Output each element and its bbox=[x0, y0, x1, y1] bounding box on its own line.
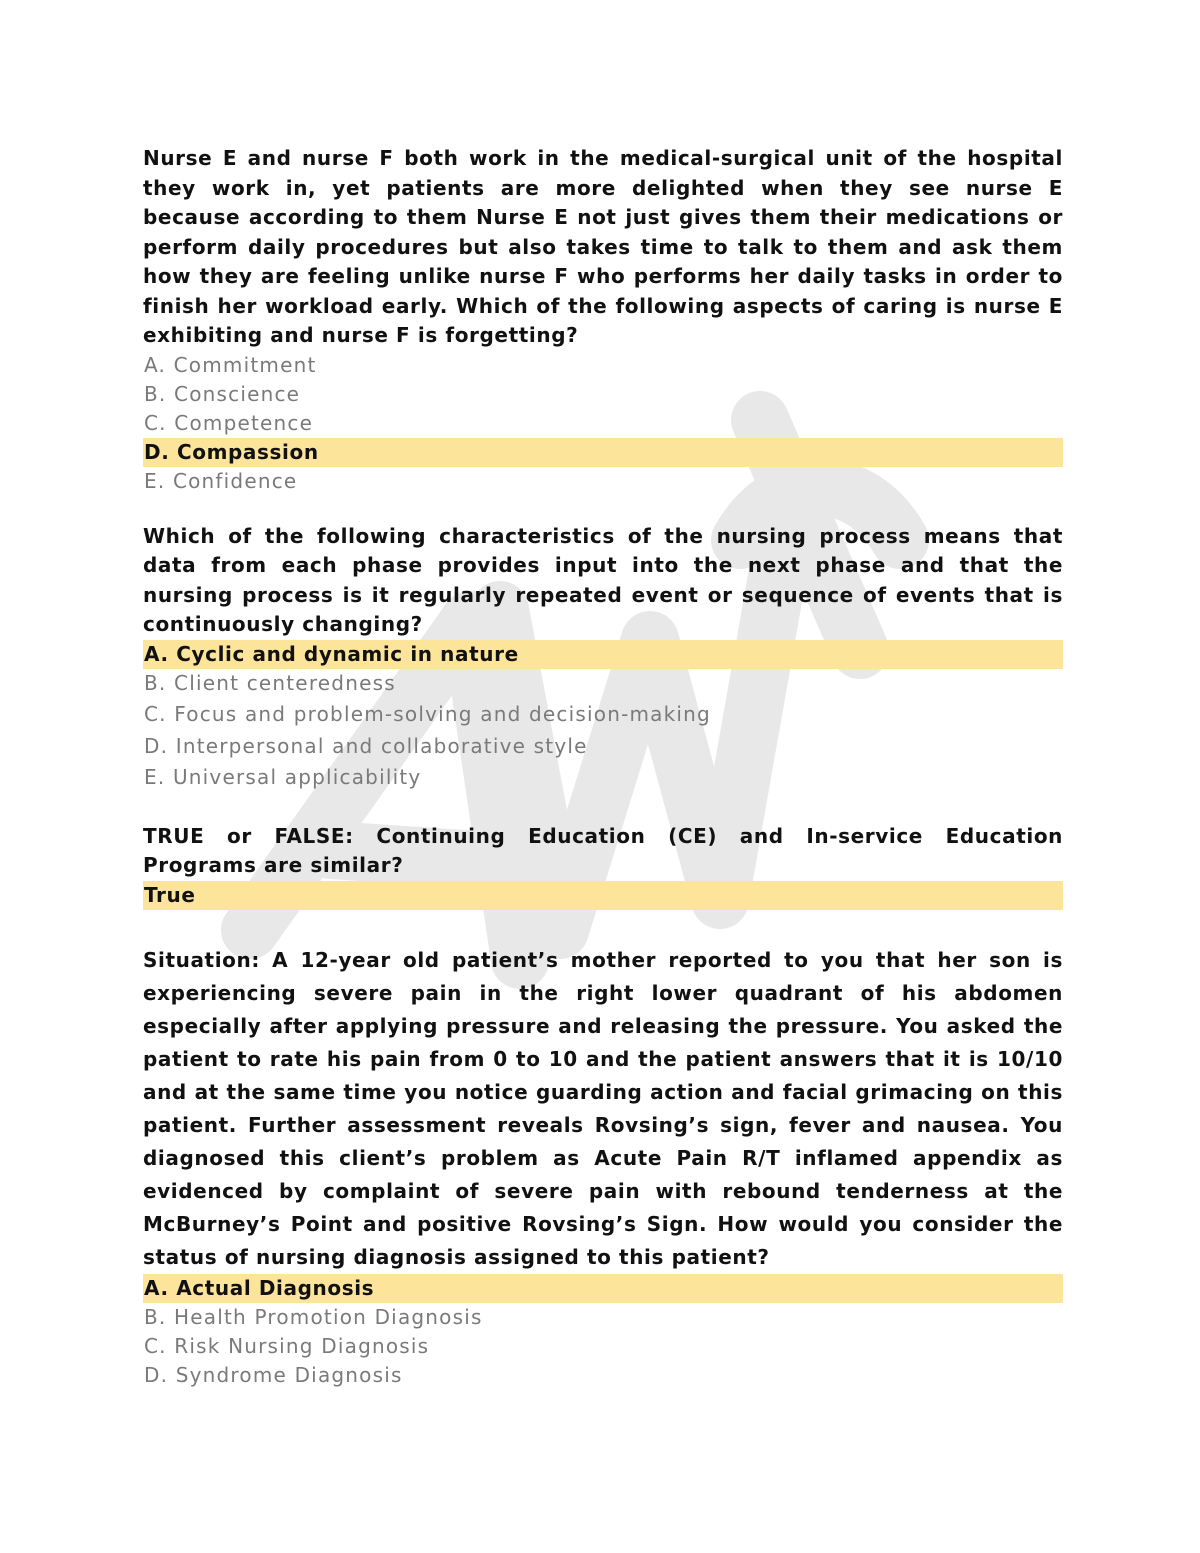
question-4-option-c: C. Risk Nursing Diagnosis bbox=[144, 1333, 430, 1358]
question-3-options bbox=[143, 881, 1063, 910]
question-3-answer-highlight: True bbox=[143, 881, 1063, 910]
question-1-option-b: B. Conscience bbox=[144, 381, 301, 406]
question-2-option-e: E. Universal applicability bbox=[144, 764, 422, 789]
question-1-option-e: E. Confidence bbox=[144, 468, 298, 493]
question-1-answer-highlight: D. Compassion bbox=[143, 438, 1063, 467]
question-2 bbox=[143, 522, 1063, 792]
question-3-text: TRUE or FALSE: Continuing Education (CE) and In-service Education Programs are similar? bbox=[143, 823, 1063, 877]
question-2-option-c: C. Focus and problem-solving and decision-making bbox=[144, 701, 711, 726]
question-1-text: Nurse E and nurse F both work in the medical-surgical unit of the hospital they work in, yet patients are more delighted when they see nurse E because according to them Nurse E not just gives them their medications or perform daily procedures but also takes time to talk to them and ask them how they are feeling unlike nurse F who performs her daily tasks in order to finish her workload early. Which of the following aspects of caring is nurse E exhibiting and nurse F is forgetting? bbox=[143, 146, 1063, 347]
question-4-option-b: B. Health Promotion Diagnosis bbox=[144, 1304, 483, 1329]
question-2-options bbox=[143, 640, 1063, 792]
question-2-option-b: B. Client centeredness bbox=[144, 670, 396, 695]
quiz-content bbox=[143, 144, 1063, 1390]
question-4-text: Situation: A 12-year old patient’s mother reported to you that her son is experiencing severe pain in the right lower quadrant of his abdomen especially after applying pressure and releasing the pressure. You asked the patient to rate his pain from 0 to 10 and the patient answers that it is 10/10 and at the same time you notice guarding action and facial grimacing on this patient. Further assessment reveals Rovsing’s sign, fever and nausea. You diagnosed this client’s problem as Acute Pain R/T inflamed appendix as evidenced by complaint of severe pain with rebound tenderness at the McBurney’s Point and positive Rovsing’s Sign. How would you consider the status of nursing diagnosis assigned to this patient? bbox=[143, 947, 1063, 1269]
question-3 bbox=[143, 822, 1063, 910]
question-4-answer-highlight: A. Actual Diagnosis bbox=[143, 1274, 1063, 1303]
question-1-option-a: A. Commitment bbox=[144, 352, 317, 377]
question-2-option-d: D. Interpersonal and collaborative style bbox=[144, 734, 588, 758]
question-4 bbox=[143, 944, 1063, 1390]
question-1-options bbox=[143, 351, 1063, 496]
question-4-option-d: D. Syndrome Diagnosis bbox=[144, 1362, 403, 1387]
question-4-options bbox=[143, 1274, 1063, 1390]
question-2-answer-highlight: A. Cyclic and dynamic in nature bbox=[143, 640, 1063, 669]
question-2-text: Which of the following characteristics of the nursing process means that data from each phase provides input into the next phase and that the nursing process is it regularly repeated event or sequence of events that is continuously changing? bbox=[143, 523, 1063, 636]
question-1-option-c: C. Competence bbox=[144, 410, 314, 435]
question-1 bbox=[143, 144, 1063, 496]
